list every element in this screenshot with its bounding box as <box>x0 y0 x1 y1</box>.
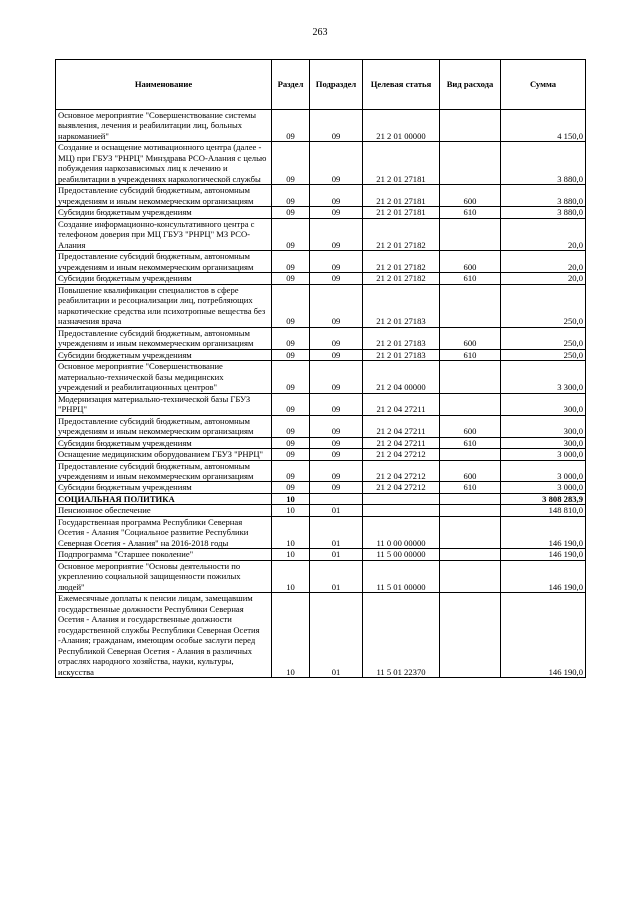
table-header-row <box>56 60 586 110</box>
cell-section: 09 <box>272 142 310 185</box>
cell-amount: 3 300,0 <box>501 361 586 393</box>
table-row <box>56 110 586 142</box>
cell-subsection: 09 <box>310 393 363 415</box>
cell-expense: 600 <box>440 251 501 273</box>
cell-target: 21 2 04 27211 <box>363 437 440 448</box>
cell-amount: 20,0 <box>501 251 586 273</box>
table-row <box>56 593 586 678</box>
cell-target: 21 2 04 27212 <box>363 449 440 460</box>
cell-section: 09 <box>272 460 310 482</box>
cell-name: Повышение квалификации специалистов в сфере реабилитации и ресоциализации лиц, потребляющих наркотические средства или психотропные вещества без назначения врача <box>56 284 272 327</box>
cell-expense <box>440 516 501 548</box>
table-row <box>56 142 586 185</box>
cell-subsection: 09 <box>310 460 363 482</box>
cell-section: 09 <box>272 251 310 273</box>
cell-name: Создание и оснащение мотивационного центра (далее - МЦ) при ГБУЗ "РНРЦ" Минздрава РСО-Алания с целью побуждения наркозависимых лиц к лечению и реабилитации в учреждениях наркологической службы <box>56 142 272 185</box>
header-section: Раздел <box>272 60 310 110</box>
cell-subsection: 09 <box>310 110 363 142</box>
cell-expense <box>440 284 501 327</box>
cell-expense <box>440 560 501 592</box>
cell-subsection <box>310 493 363 504</box>
cell-section: 10 <box>272 505 310 516</box>
cell-subsection: 09 <box>310 449 363 460</box>
table-row <box>56 516 586 548</box>
cell-name: Ежемесячные доплаты к пенсии лицам, замещавшим государственные должности Республики Северная Осетия - Алания и государственные должности государственной службы Республики Северная Осетия -Алания; гражданам, имеющим особые заслуги перед Республикой Северная Осетия - Алания в различных отраслях народного хозяйства, науки, культуры, искусства <box>56 593 272 678</box>
cell-subsection: 01 <box>310 593 363 678</box>
cell-expense <box>440 493 501 504</box>
table-row <box>56 393 586 415</box>
cell-name: Предоставление субсидий бюджетным, автономным учреждениям и иным некоммерческим организациям <box>56 460 272 482</box>
cell-name: Предоставление субсидий бюджетным, автономным учреждениям и иным некоммерческим организациям <box>56 327 272 349</box>
cell-name: Субсидии бюджетным учреждениям <box>56 482 272 493</box>
cell-subsection: 01 <box>310 505 363 516</box>
cell-subsection: 09 <box>310 218 363 250</box>
cell-expense <box>440 393 501 415</box>
table-row <box>56 207 586 218</box>
cell-subsection: 09 <box>310 273 363 284</box>
cell-expense: 610 <box>440 482 501 493</box>
cell-section: 09 <box>272 185 310 207</box>
cell-amount: 4 150,0 <box>501 110 586 142</box>
cell-name: Модернизация материально-технической базы ГБУЗ "РНРЦ" <box>56 393 272 415</box>
cell-name: СОЦИАЛЬНАЯ ПОЛИТИКА <box>56 493 272 504</box>
cell-name: Подпрограмма "Старшее поколение" <box>56 549 272 560</box>
cell-expense: 600 <box>440 185 501 207</box>
cell-target <box>363 505 440 516</box>
cell-target: 21 2 01 27181 <box>363 142 440 185</box>
table-row <box>56 482 586 493</box>
cell-section: 10 <box>272 560 310 592</box>
cell-amount: 146 190,0 <box>501 549 586 560</box>
cell-section: 10 <box>272 516 310 548</box>
cell-amount: 3 808 283,9 <box>501 493 586 504</box>
cell-subsection: 09 <box>310 207 363 218</box>
cell-target: 21 2 04 27212 <box>363 460 440 482</box>
cell-amount: 3 880,0 <box>501 142 586 185</box>
cell-amount: 300,0 <box>501 437 586 448</box>
cell-target: 21 2 04 27211 <box>363 393 440 415</box>
cell-target: 21 2 04 00000 <box>363 361 440 393</box>
cell-subsection: 09 <box>310 185 363 207</box>
header-amount: Сумма <box>501 60 586 110</box>
cell-subsection: 09 <box>310 415 363 437</box>
cell-subsection: 09 <box>310 251 363 273</box>
cell-name: Предоставление субсидий бюджетным, автономным учреждениям и иным некоммерческим организациям <box>56 251 272 273</box>
cell-target: 21 2 01 27183 <box>363 327 440 349</box>
header-name: Наименование <box>56 60 272 110</box>
cell-name: Предоставление субсидий бюджетным, автономным учреждениям и иным некоммерческим организациям <box>56 415 272 437</box>
cell-expense: 610 <box>440 207 501 218</box>
cell-amount: 250,0 <box>501 327 586 349</box>
cell-section: 09 <box>272 284 310 327</box>
cell-subsection: 01 <box>310 560 363 592</box>
cell-target: 11 5 01 00000 <box>363 560 440 592</box>
cell-target: 21 2 01 27183 <box>363 349 440 360</box>
cell-section: 09 <box>272 349 310 360</box>
table-row <box>56 460 586 482</box>
cell-amount: 146 190,0 <box>501 516 586 548</box>
cell-amount: 148 810,0 <box>501 505 586 516</box>
cell-subsection: 09 <box>310 142 363 185</box>
cell-expense <box>440 110 501 142</box>
cell-amount: 20,0 <box>501 218 586 250</box>
cell-expense <box>440 142 501 185</box>
cell-name: Оснащение медицинским оборудованием ГБУЗ "РНРЦ" <box>56 449 272 460</box>
cell-amount: 146 190,0 <box>501 593 586 678</box>
cell-target: 21 2 04 27211 <box>363 415 440 437</box>
cell-target <box>363 493 440 504</box>
table-row <box>56 273 586 284</box>
cell-amount: 3 880,0 <box>501 207 586 218</box>
cell-section: 10 <box>272 549 310 560</box>
cell-expense: 600 <box>440 327 501 349</box>
cell-target: 11 5 00 00000 <box>363 549 440 560</box>
cell-target: 21 2 01 27183 <box>363 284 440 327</box>
cell-target: 21 2 01 27181 <box>363 207 440 218</box>
cell-subsection: 09 <box>310 284 363 327</box>
cell-section: 09 <box>272 437 310 448</box>
table-row <box>56 493 586 504</box>
cell-name: Предоставление субсидий бюджетным, автономным учреждениям и иным некоммерческим организациям <box>56 185 272 207</box>
cell-expense <box>440 361 501 393</box>
table-row <box>56 218 586 250</box>
cell-name: Субсидии бюджетным учреждениям <box>56 207 272 218</box>
cell-subsection: 01 <box>310 516 363 548</box>
cell-section: 09 <box>272 327 310 349</box>
table-body <box>56 110 586 678</box>
cell-target: 21 2 01 27182 <box>363 251 440 273</box>
cell-name: Субсидии бюджетным учреждениям <box>56 349 272 360</box>
table-row <box>56 284 586 327</box>
cell-section: 10 <box>272 593 310 678</box>
table-row <box>56 437 586 448</box>
cell-name: Создание информационно-консультативного центра с телефоном доверия при МЦ ГБУЗ "РНРЦ" МЗ РСО-Алания <box>56 218 272 250</box>
cell-section: 09 <box>272 273 310 284</box>
cell-expense: 610 <box>440 273 501 284</box>
cell-expense: 600 <box>440 415 501 437</box>
cell-expense: 610 <box>440 349 501 360</box>
cell-section: 09 <box>272 218 310 250</box>
cell-amount: 300,0 <box>501 393 586 415</box>
cell-name: Основное мероприятие "Совершенствование материально-технической базы медицинских учреждений и реабилитационных центров" <box>56 361 272 393</box>
header-target: Целевая статья <box>363 60 440 110</box>
table-row <box>56 361 586 393</box>
cell-section: 09 <box>272 110 310 142</box>
cell-amount: 20,0 <box>501 273 586 284</box>
cell-section: 09 <box>272 361 310 393</box>
cell-name: Государственная программа Республики Северная Осетия - Алания "Социальное развитие Республики Северная Осетия - Алания" на 2016-2018 годы <box>56 516 272 548</box>
cell-target: 21 2 04 27212 <box>363 482 440 493</box>
cell-subsection: 09 <box>310 361 363 393</box>
cell-subsection: 09 <box>310 349 363 360</box>
table-row <box>56 185 586 207</box>
cell-subsection: 09 <box>310 482 363 493</box>
cell-target: 11 0 00 00000 <box>363 516 440 548</box>
cell-target: 21 2 01 00000 <box>363 110 440 142</box>
cell-name: Субсидии бюджетным учреждениям <box>56 437 272 448</box>
page-number: 263 <box>312 27 328 38</box>
budget-table <box>55 59 586 678</box>
cell-expense <box>440 549 501 560</box>
cell-section: 09 <box>272 207 310 218</box>
table-row <box>56 349 586 360</box>
cell-amount: 250,0 <box>501 349 586 360</box>
table-row <box>56 449 586 460</box>
cell-subsection: 09 <box>310 327 363 349</box>
cell-name: Пенсионное обеспечение <box>56 505 272 516</box>
cell-expense <box>440 449 501 460</box>
cell-section: 09 <box>272 393 310 415</box>
cell-expense <box>440 218 501 250</box>
table-row <box>56 549 586 560</box>
cell-expense <box>440 505 501 516</box>
cell-target: 21 2 01 27181 <box>363 185 440 207</box>
cell-name: Основное мероприятие "Основы деятельности по укреплению социальной защищенности пожилых людей" <box>56 560 272 592</box>
cell-subsection: 01 <box>310 549 363 560</box>
table-row <box>56 505 586 516</box>
cell-amount: 3 880,0 <box>501 185 586 207</box>
cell-amount: 3 000,0 <box>501 482 586 493</box>
cell-section: 10 <box>272 493 310 504</box>
cell-amount: 3 000,0 <box>501 460 586 482</box>
cell-subsection: 09 <box>310 437 363 448</box>
cell-target: 21 2 01 27182 <box>363 218 440 250</box>
cell-expense: 600 <box>440 460 501 482</box>
cell-section: 09 <box>272 482 310 493</box>
header-expense: Вид расхода <box>440 60 501 110</box>
cell-amount: 300,0 <box>501 415 586 437</box>
cell-amount: 250,0 <box>501 284 586 327</box>
table-row <box>56 415 586 437</box>
cell-amount: 146 190,0 <box>501 560 586 592</box>
table-row <box>56 560 586 592</box>
cell-name: Основное мероприятие "Совершенствование системы выявления, лечения и реабилитации лиц, больных наркоманией" <box>56 110 272 142</box>
cell-name: Субсидии бюджетным учреждениям <box>56 273 272 284</box>
cell-expense: 610 <box>440 437 501 448</box>
cell-expense <box>440 593 501 678</box>
cell-section: 09 <box>272 415 310 437</box>
cell-amount: 3 000,0 <box>501 449 586 460</box>
cell-section: 09 <box>272 449 310 460</box>
table-row <box>56 327 586 349</box>
cell-target: 11 5 01 22370 <box>363 593 440 678</box>
table-row <box>56 251 586 273</box>
header-subsection: Подраздел <box>310 60 363 110</box>
cell-target: 21 2 01 27182 <box>363 273 440 284</box>
